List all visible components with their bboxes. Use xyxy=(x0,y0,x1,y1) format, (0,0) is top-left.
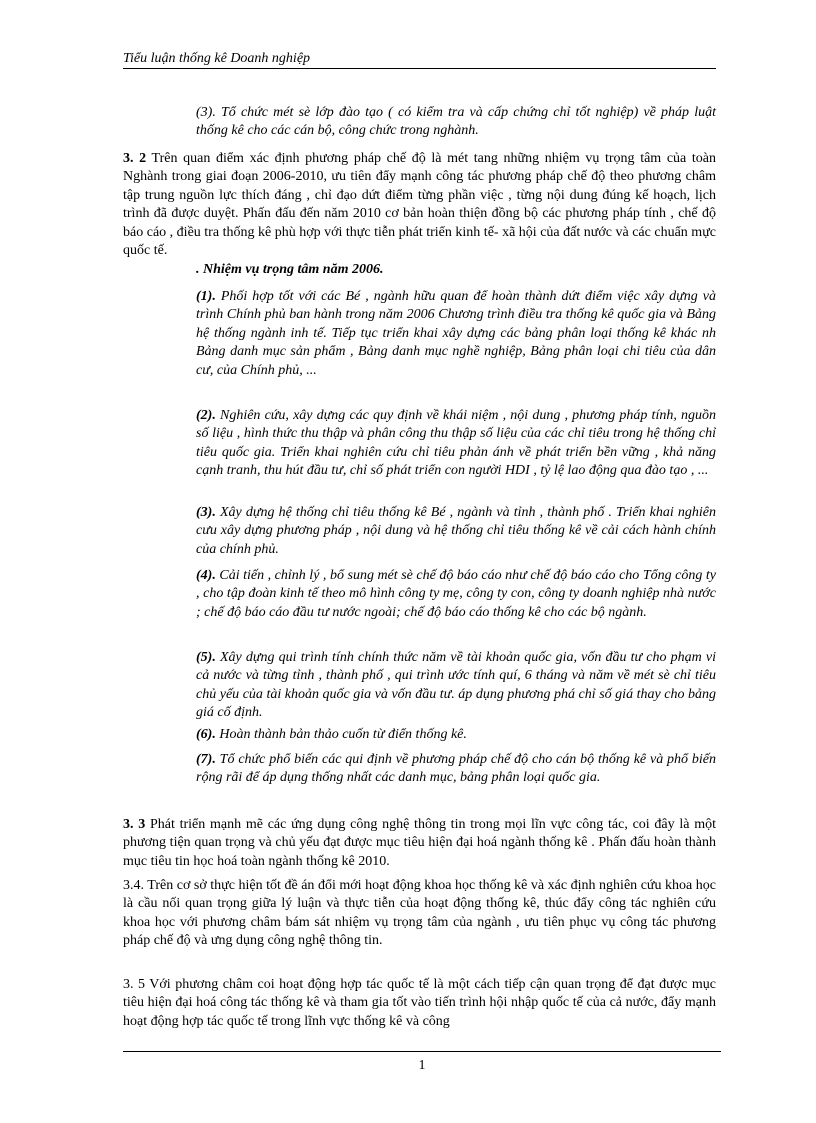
task-text: Cải tiến , chỉnh lý , bổ sung mét sè chế độ báo cáo như chế độ báo cáo cho Tổng công ty , cho tập đoàn kinh tế theo mô hình công ty mẹ, công ty con, công ty doanh nghiệp nhà nước ; chế độ báo cáo đầu tư nước ngoài; chế độ báo cáo thống kê cho các bộ ngành. xyxy=(196,568,716,620)
task-number: (5). xyxy=(196,650,216,665)
header-title: Tiểu luận thống kê Doanh nghiệp xyxy=(123,51,311,66)
task-item xyxy=(196,288,716,380)
task-item xyxy=(196,567,716,622)
section-3-3-text: Phát triển mạnh mẽ các ứng dụng công nghệ thông tin trong mọi lĩn vực công tác, coi đây là một phương tiện quan trọng và chủ yếu đạt được mục tiêu hiện đại hoá ngành thống kê . Phấn đấu hoàn thành mục tiêu tin học hoá toàn ngành thống kê 2010. xyxy=(123,817,716,869)
task-number: (1). xyxy=(196,289,216,304)
section-3-2 xyxy=(123,150,716,260)
task-text: Xây dựng qui trình tính chính thức năm về tài khoản quốc gia, vốn đầu tư cho phạm vi cả nước và từng tỉnh , thành phố , qui trình ước tính quí, 6 tháng và năm về mét sè chỉ tiêu chủ yếu của tài khoản quốc gia và vốn đầu tư. áp dụng phương phá chỉ số giá thay cho bảng giá cố định. xyxy=(196,650,716,721)
task-text: Phối hợp tốt với các Bé , ngành hữu quan để hoàn thành dứt điểm việc xây dựng và trình Chính phủ ban hành trong năm 2006 Chương trình điều tra thống kê quốc gia và Bảng hệ thống ngành inh tế. Tiếp tục triển khai xây dựng các bảng phân loại thống kê khác nh Bảng danh mục sản phẩm , Bảng danh mục nghề nghiệp, Bảng phân loại chi tiêu của dân cư, của Chính phủ, ... xyxy=(196,289,716,378)
task-text: Tổ chức phổ biến các qui định về phương pháp chế độ cho cán bộ thống kê và phổ biến rộng rãi để áp dụng thống nhất các danh mục, bảng phân loại quốc gia. xyxy=(196,752,716,786)
tasks-heading: . Nhiệm vụ trọng tâm năm 2006. xyxy=(196,262,384,277)
task-text: Xây dựng hệ thống chỉ tiêu thống kê Bé , ngành và tỉnh , thành phố . Triển khai nghiên cưu xây dựng phương pháp , nội dung và hệ thống chỉ tiêu thống kê về cải cách hành chính của chính phủ. xyxy=(196,505,716,557)
task-item xyxy=(196,649,716,723)
task-number: (4). xyxy=(196,568,216,583)
footer-rule xyxy=(123,1051,721,1052)
task-item xyxy=(196,726,716,744)
section-3-2-text: Trên quan điểm xác định phương pháp chế độ là mét tang những nhiệm vụ trọng tâm của toàn Nghành trong giai đoạn 2006-2010, ưu tiên đẩy mạnh công tác phương pháp chế độ theo phương châm tập trung nguồn lực thích đáng , chỉ đạo dứt điểm từng phần việc , từng nội dung đúng kế hoạch, lịch trình đã được duyệt. Phấn đấu đến năm 2010 cơ bản hoàn thiện đồng bộ các phương pháp tính , chế độ báo cáo , điều tra thống kê phù hợp với thực tiễn phát triển kinh tế- xã hội của đất nước và các chuẩn mực quốc tế. xyxy=(123,151,716,259)
section-3-3-number: 3. 3 xyxy=(123,817,146,832)
section-3-3 xyxy=(123,816,716,871)
task-number: (6). xyxy=(196,727,216,742)
task-item xyxy=(196,751,716,788)
task-text: Nghiên cứu, xây dựng các quy định về khái niệm , nội dung , phương pháp tính, nguồn số liệu , hình thức thu thập và phân công thu thập số liệu của các chỉ tiêu trong hệ thống chỉ tiêu quốc gia. Triển khai nghiên cứu chỉ tiêu phản ánh về phát triển bền vững , khả năng cạnh tranh, thu hút đầu tư, chỉ số phát triển con người HDI , tỷ lệ lao động qua đào tạo , ... xyxy=(196,408,716,479)
task-item xyxy=(196,407,716,481)
task-item xyxy=(196,504,716,559)
task-number: (3). xyxy=(196,505,216,520)
task-number: (7). xyxy=(196,752,216,767)
header-rule xyxy=(123,68,716,69)
section-3-5: 3. 5 Với phương châm coi hoạt động hợp tác quốc tế là một cách tiếp cận quan trọng để đạt được mục tiêu hiện đại hoá công tác thống kê và tham gia tốt vào tiến trình hội nhập quốc tế của cả nước, đẩy mạnh hoạt động hợp tác quốc tế trong lĩnh vực thống kê và công xyxy=(123,977,716,1029)
task-text: Hoàn thành bản thảo cuốn từ điển thống kê. xyxy=(215,727,467,742)
page-number: 1 xyxy=(418,1058,426,1073)
section-3-4: 3.4. Trên cơ sở thực hiện tốt đề án đổi mới hoạt động khoa học thống kê và xác định nghiên cứu khoa học là cầu nối quan trọng giữa lý luận và thực tiễn của hoạt động thống kê, thúc đẩy công tác nghiên cứu khoa học với phương châm bám sát nhiệm vụ trọng tâm của ngành , ưu tiên phục vụ công tác phương pháp chế độ và ưng dụng công nghệ thông tin. xyxy=(123,878,716,949)
task-number: (2). xyxy=(196,408,216,423)
section-3-2-number: 3. 2 xyxy=(123,151,147,166)
paragraph-training: (3). Tổ chức mét sè lớp đào tạo ( có kiểm tra và cấp chứng chỉ tốt nghiệp) về pháp luật thống kê cho các cán bộ, công chức trong nghành. xyxy=(196,105,716,139)
